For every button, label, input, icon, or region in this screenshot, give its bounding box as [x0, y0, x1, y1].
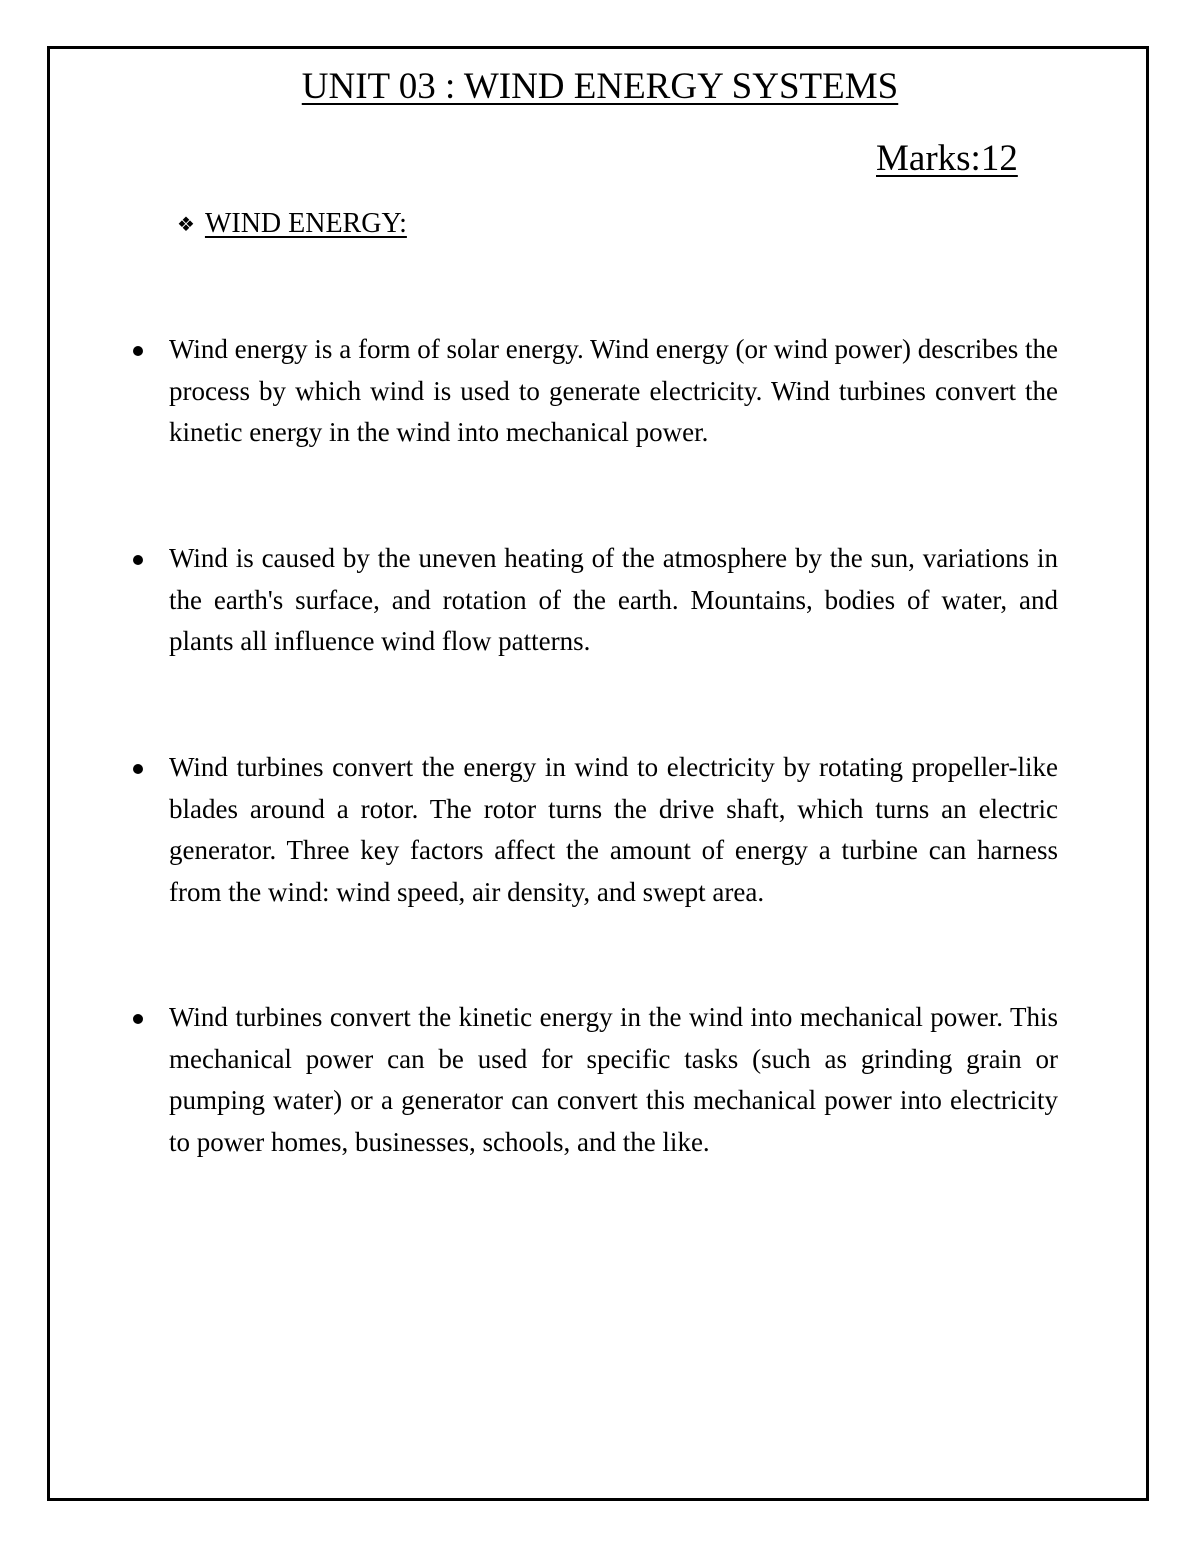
- bullet-text: Wind energy is a form of solar energy. Wind energy (or wind power) describes the process by which wind is used to generate electricity. Wind turbines convert the kinetic energy in the wind into mechanical power.: [169, 334, 1058, 448]
- diamond-bullet-icon: ❖: [177, 212, 195, 236]
- page-title: [0, 62, 1200, 112]
- bullet-text: Wind turbines convert the kinetic energy in the wind into mechanical power. This mechanical power can be used for specific tasks (such as grinding grain or pumping water) or a generator can convert this mechanical power into electricity to power homes, businesses, schools, and the like.: [169, 1002, 1058, 1157]
- bullet-text: Wind is caused by the uneven heating of the atmosphere by the sun, variations in the earth's surface, and rotation of the earth. Mountains, bodies of water, and plants all influence wind flow patterns.: [169, 543, 1058, 657]
- bullet-dot-icon: [133, 764, 143, 774]
- bullet-text: Wind turbines convert the energy in wind to electricity by rotating propeller-like blades around a rotor. The rotor turns the drive shaft, which turns an electric generator. Three key factors affect the amount of energy a turbine can harness from the wind: wind speed, air density, and swept area.: [169, 752, 1058, 907]
- section-heading: [177, 204, 407, 244]
- bullet-dot-icon: [133, 1014, 143, 1024]
- page-title-text: UNIT 03 : WIND ENERGY SYSTEMS: [301, 66, 899, 107]
- bullet-dot-icon: [133, 555, 143, 565]
- marks-label: Marks:12: [876, 138, 1018, 179]
- section-heading-text: WIND ENERGY:: [204, 208, 407, 239]
- bullet-dot-icon: [133, 346, 143, 356]
